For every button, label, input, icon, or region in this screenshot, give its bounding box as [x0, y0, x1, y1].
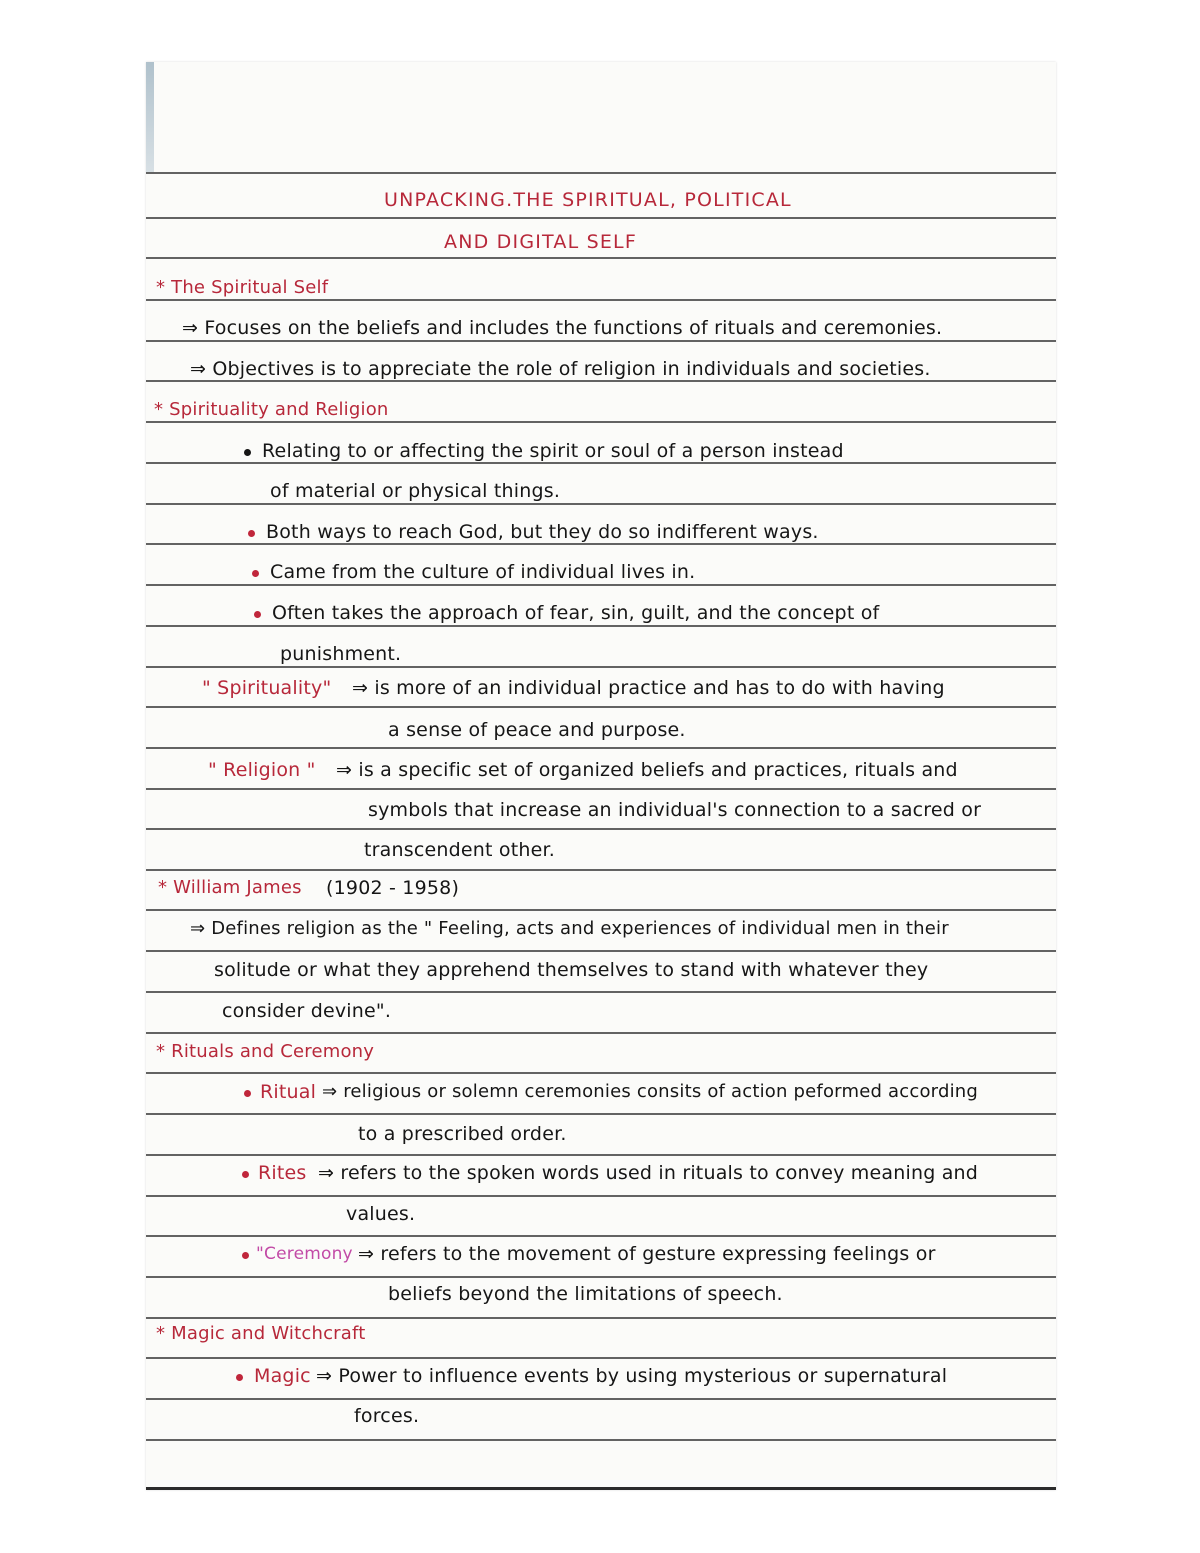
- rites-def-line-2: values.: [346, 1203, 416, 1225]
- ruled-line: [146, 625, 1056, 627]
- ruled-line: [146, 828, 1056, 830]
- term-spirituality: " Spirituality": [202, 677, 332, 699]
- ruled-line: [146, 1317, 1056, 1319]
- ruled-line: [146, 869, 1056, 871]
- sr-bullet-1: Relating to or affecting the spirit or soul of a person instead: [262, 440, 844, 462]
- spiritual-self-point-2: ⇒ Objectives is to appreciate the role of religion in individuals and societies.: [190, 358, 931, 380]
- religion-def-line-3: transcendent other.: [364, 839, 556, 861]
- ruled-line: [146, 340, 1056, 342]
- ruled-line: [146, 1276, 1056, 1278]
- bullet-dot: [242, 1171, 249, 1178]
- spiritual-self-point-1: ⇒ Focuses on the beliefs and includes the functions of rituals and ceremonies.: [182, 317, 943, 339]
- ritual-def-line-2: to a prescribed order.: [358, 1123, 567, 1145]
- ruled-line: [146, 1195, 1056, 1197]
- ruled-line: [146, 1439, 1056, 1441]
- william-james-line-2: solitude or what they apprehend themselves to stand with whatever they: [214, 959, 929, 981]
- sr-bullet-3: Came from the culture of individual lives in.: [270, 561, 696, 583]
- ceremony-def-line-1: ⇒ refers to the movement of gesture expressing feelings or: [358, 1243, 936, 1265]
- ruled-line: [146, 172, 1056, 174]
- ritual-def-line-1: ⇒ religious or solemn ceremonies consits of action peformed according: [322, 1081, 978, 1102]
- heading-spiritual-self: * The Spiritual Self: [156, 277, 329, 298]
- ruled-line: [146, 584, 1056, 586]
- binding-edge: [146, 62, 154, 172]
- ruled-line: [146, 1072, 1056, 1074]
- religion-def-line-1: ⇒ is a specific set of organized beliefs and practices, rituals and: [336, 759, 958, 781]
- ruled-line: [146, 217, 1056, 219]
- term-ritual: Ritual: [260, 1081, 317, 1103]
- ruled-line: [146, 950, 1056, 952]
- page-title-line-1: UNPACKING.THE SPIRITUAL, POLITICAL: [384, 189, 792, 211]
- term-ceremony: "Ceremony: [256, 1244, 353, 1264]
- ruled-line: [146, 1235, 1056, 1237]
- heading-william-james: * William James: [158, 877, 302, 898]
- sr-bullet-2: Both ways to reach God, but they do so indifferent ways.: [266, 521, 819, 543]
- bullet-dot: [236, 1374, 243, 1381]
- ruled-line: [146, 706, 1056, 708]
- bullet-dot: [254, 611, 261, 618]
- ruled-line: [146, 257, 1056, 259]
- page-bottom-edge: [146, 1487, 1056, 1490]
- spirituality-def-line-2: a sense of peace and purpose.: [388, 719, 686, 741]
- ruled-line: [146, 666, 1056, 668]
- term-rites: Rites: [258, 1162, 307, 1184]
- ruled-line: [146, 1032, 1056, 1034]
- bullet-dot: [244, 449, 251, 456]
- heading-rituals-ceremony: * Rituals and Ceremony: [156, 1041, 375, 1062]
- bullet-dot: [252, 570, 259, 577]
- bullet-dot: [242, 1252, 249, 1259]
- magic-def-line-2: forces.: [354, 1405, 420, 1427]
- ruled-line: [146, 991, 1056, 993]
- ruled-line: [146, 1398, 1056, 1400]
- sr-bullet-4: Often takes the approach of fear, sin, guilt, and the concept of: [272, 602, 880, 624]
- william-james-years: (1902 - 1958): [326, 877, 460, 899]
- ruled-line: [146, 503, 1056, 505]
- sr-bullet-4-cont: punishment.: [280, 643, 402, 665]
- page-title-line-2: AND DIGITAL SELF: [444, 231, 637, 253]
- ruled-line: [146, 1357, 1056, 1359]
- bullet-dot: [248, 530, 255, 537]
- ruled-line: [146, 909, 1056, 911]
- rites-def-line-1: ⇒ refers to the spoken words used in rituals to convey meaning and: [318, 1162, 979, 1184]
- religion-def-line-2: symbols that increase an individual's connection to a sacred or: [368, 799, 982, 821]
- term-religion: " Religion ": [208, 759, 316, 781]
- bullet-dot: [244, 1090, 251, 1097]
- notebook-page: [146, 62, 1056, 1490]
- william-james-line-3: consider devine".: [222, 1000, 392, 1022]
- ceremony-def-line-2: beliefs beyond the limitations of speech.: [388, 1283, 783, 1305]
- sr-bullet-1-cont: of material or physical things.: [270, 480, 561, 502]
- heading-spirituality-religion: * Spirituality and Religion: [154, 399, 389, 420]
- ruled-line: [146, 1113, 1056, 1115]
- ruled-line: [146, 788, 1056, 790]
- william-james-line-1: ⇒ Defines religion as the " Feeling, acts and experiences of individual men in their: [190, 918, 949, 939]
- term-magic: Magic: [254, 1365, 311, 1387]
- magic-def-line-1: ⇒ Power to influence events by using mysterious or supernatural: [316, 1365, 948, 1387]
- ruled-line: [146, 747, 1056, 749]
- spirituality-def-line-1: ⇒ is more of an individual practice and has to do with having: [352, 677, 945, 699]
- ruled-line: [146, 1154, 1056, 1156]
- heading-magic-witchcraft: * Magic and Witchcraft: [156, 1323, 366, 1344]
